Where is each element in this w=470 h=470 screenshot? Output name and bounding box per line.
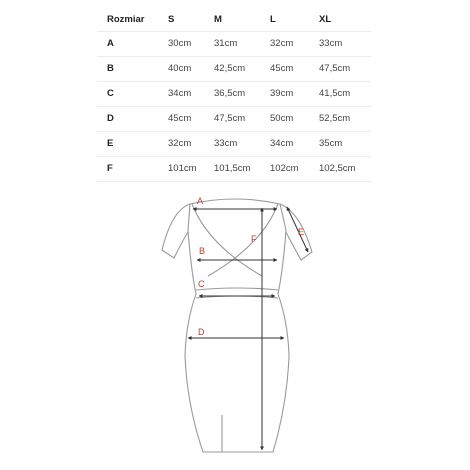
header-size: Rozmiar: [107, 14, 145, 25]
table-row: [97, 107, 371, 132]
header-xl: XL: [319, 14, 332, 25]
row-label: A: [107, 38, 114, 49]
cell-value: 33cm: [214, 138, 238, 149]
header-s: S: [168, 14, 175, 25]
dress-diagram: [150, 190, 320, 462]
cell-value: 35cm: [319, 138, 343, 149]
table-header-row: [97, 8, 371, 32]
cell-value: 101cm: [168, 163, 197, 174]
row-label: B: [107, 63, 114, 74]
cell-value: 42,5cm: [214, 63, 246, 74]
row-label: C: [107, 88, 114, 99]
label-a: A: [197, 196, 204, 206]
cell-value: 47,5cm: [319, 63, 351, 74]
label-b: B: [199, 246, 206, 256]
cell-value: 39cm: [270, 88, 294, 99]
row-label: F: [107, 163, 113, 174]
cell-value: 34cm: [270, 138, 294, 149]
cell-value: 33cm: [319, 38, 343, 49]
cell-value: 36,5cm: [214, 88, 246, 99]
cell-value: 101,5cm: [214, 163, 251, 174]
cell-value: 32cm: [270, 38, 294, 49]
label-c: C: [198, 279, 205, 289]
dress-outline: [162, 199, 312, 452]
cell-value: 50cm: [270, 113, 294, 124]
table-row: [97, 157, 371, 182]
size-table: [97, 8, 371, 182]
cell-value: 30cm: [168, 38, 192, 49]
cell-value: 32cm: [168, 138, 192, 149]
cell-value: 102,5cm: [319, 163, 356, 174]
cell-value: 45cm: [270, 63, 294, 74]
table-row: [97, 132, 371, 157]
label-d: D: [198, 327, 205, 337]
cell-value: 102cm: [270, 163, 299, 174]
cell-value: 45cm: [168, 113, 192, 124]
cell-value: 41,5cm: [319, 88, 351, 99]
table-row: [97, 82, 371, 107]
cell-value: 31cm: [214, 38, 238, 49]
header-l: L: [270, 14, 276, 25]
table-row: [97, 32, 371, 57]
cell-value: 34cm: [168, 88, 192, 99]
label-f: F: [251, 234, 257, 244]
row-label: D: [107, 113, 114, 124]
label-e: E: [298, 227, 305, 237]
row-label: E: [107, 138, 114, 149]
header-m: M: [214, 14, 222, 25]
cell-value: 40cm: [168, 63, 192, 74]
measurement-arrows: [188, 207, 308, 450]
table-row: [97, 57, 371, 82]
cell-value: 47,5cm: [214, 113, 246, 124]
cell-value: 52,5cm: [319, 113, 351, 124]
